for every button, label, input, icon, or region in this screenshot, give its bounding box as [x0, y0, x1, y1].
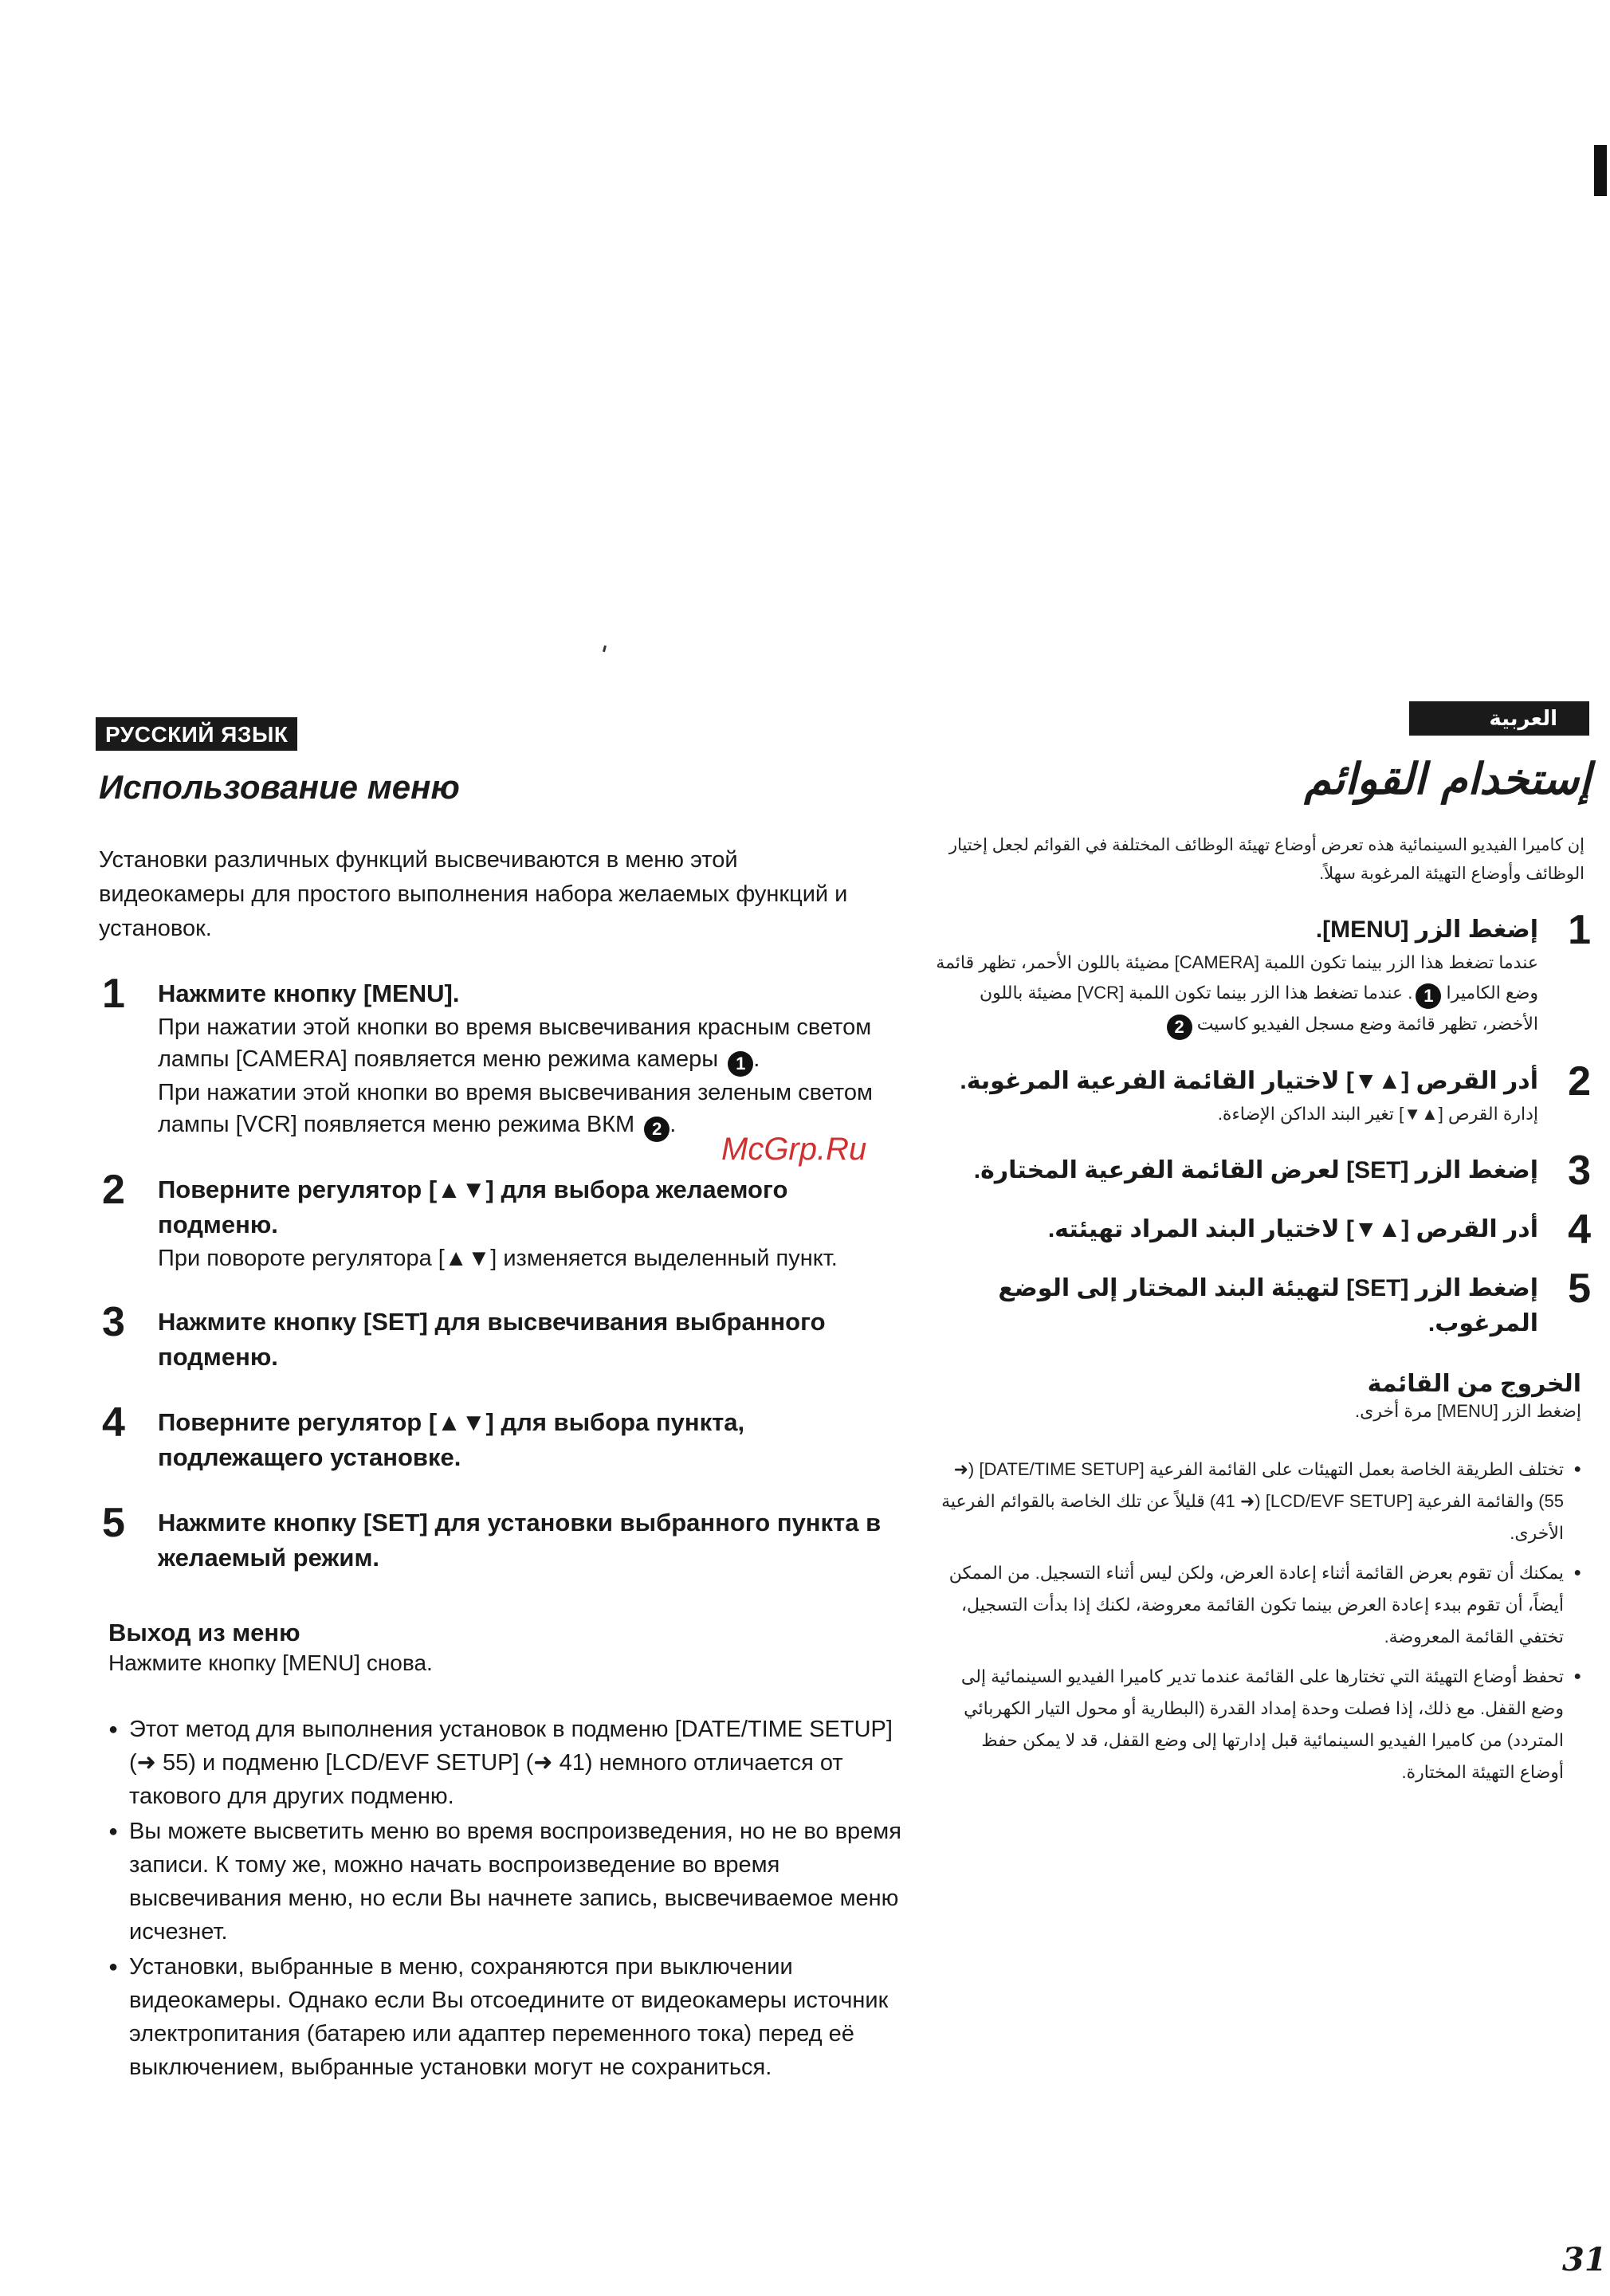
step-number: 3 — [102, 1299, 125, 1345]
step-heading: Нажмите кнопку [SET] для установки выбранного пункта в желаемый режим. — [158, 1509, 882, 1572]
page-number: 31 — [1562, 2241, 1607, 2278]
step-heading: Нажмите кнопку [SET] для высвечивания выбранного подменю. — [158, 1308, 826, 1371]
step-4-russian — [96, 1399, 893, 1475]
step-1-arabic — [933, 907, 1594, 1040]
note-item: ● Этот метод для выполнения установок в подменю [DATE/TIME SETUP] (➜ 55) и подменю [LCD/EVF SETUP] (➜ 41) немного отличается от такового для других подменю. — [108, 1713, 905, 1813]
page-title-arabic: إستخدام القوائم — [1304, 753, 1591, 804]
stray-mark — [603, 646, 607, 653]
step-3-russian — [96, 1299, 893, 1375]
step-4-arabic — [933, 1207, 1594, 1253]
step-heading: Поверните регулятор [▲▼] для выбора пункта, подлежащего установке. — [158, 1408, 745, 1471]
step-5-arabic — [933, 1266, 1594, 1341]
step-2-arabic — [933, 1058, 1594, 1129]
exit-menu-heading-arabic: الخروج من القائمة — [1367, 1371, 1581, 1397]
step-heading: إضغط الزر [MENU]. — [1315, 916, 1538, 943]
edge-index-mark — [1594, 145, 1607, 196]
page-title-russian: Использование меню — [99, 768, 460, 806]
step-number: 4 — [1568, 1207, 1591, 1253]
step-heading: أدر القرص [▲▼] لاختيار البند المراد تهيئته. — [1047, 1216, 1538, 1242]
marker-1-icon: 1 — [728, 1051, 753, 1077]
step-2-russian — [96, 1167, 893, 1274]
step-description-vcr: عندما تضغط هذا الزر بينما تكون اللمبة [VCR] مضيئة باللون الأخضر، تظهر قائمة وضع مسجل الفيديو كاسيت — [980, 983, 1538, 1034]
step-number: 1 — [102, 971, 125, 1017]
note-item: ● Установки, выбранные в меню, сохраняются при выключении видеокамеры. Однако если Вы отсоедините от видеокамеры источник электропитания (батарею или адаптер переменного тока) перед её выключением, выбранные установки могут не сохраниться. — [108, 1950, 905, 2084]
step-heading: إضغط الزر [SET] لعرض القائمة الفرعية المختارة. — [973, 1157, 1538, 1183]
step-heading: Нажмите кнопку [MENU]. — [158, 979, 460, 1007]
intro-paragraph-arabic: إن كاميرا الفيديو السينمائية هذه تعرض أوضاع تهيئة الوظائف المختلفة في القوائم لجعل إختيار الوظائف وأوضاع التهيئة المرغوبة سهلاً. — [948, 836, 1584, 883]
notes-list-arabic — [933, 1454, 1581, 1788]
step-description-vcr: При нажатии этой кнопки во время высвечивания зеленым светом лампы [VCR] появляется меню режима ВКМ — [158, 1080, 873, 1137]
arabic-column — [933, 701, 1594, 1796]
exit-menu-text-russian: Нажмите кнопку [MENU] снова. — [108, 1650, 433, 1675]
step-description-camera: При нажатии этой кнопки во время высвечивания красным светом лампы [CAMERA] появляется меню режима камеры — [158, 1015, 872, 1072]
step-1-russian — [96, 971, 893, 1142]
step-number: 2 — [102, 1167, 125, 1213]
intro-paragraph-russian: Установки различных функций высвечиваются в меню этой видеокамеры для простого выполнения набора желаемых функций и установок. — [99, 847, 848, 941]
step-number: 2 — [1568, 1058, 1591, 1105]
step-number: 5 — [1568, 1266, 1591, 1312]
step-description: إدارة القرص [▲▼] تغير البند الداكن الإضاءة. — [1217, 1104, 1538, 1124]
language-tag-arabic: العربية — [1409, 701, 1589, 736]
step-description: При нажатии этой кнопки во время высвечивания красным светом лампы [CAMERA] появляется меню режима камеры 1 . При нажатии этой кнопки во время высвечивания зеленым светом лампы [VCR] появляется меню режима ВКМ 2 . — [158, 1011, 893, 1142]
russian-column — [96, 717, 901, 2086]
step-number: 1 — [1568, 907, 1591, 953]
marker-2-icon: 2 — [1167, 1015, 1192, 1040]
step-3-arabic — [933, 1148, 1594, 1194]
notes-list-russian — [108, 1713, 905, 2084]
step-5-russian — [96, 1500, 893, 1576]
note-item: ● Вы можете высветить меню во время воспроизведения, но не во время записи. К тому же, можно начать воспроизведение во время высвечивания меню, но если Вы начнете запись, высвечиваемое меню исчезнет. — [108, 1815, 905, 1949]
exit-menu-heading-russian: Выход из меню — [108, 1619, 300, 1646]
step-description: عندما تضغط هذا الزر بينما تكون اللمبة [CAMERA] مضيئة باللون الأحمر، تظهر قائمة وضع الكاميرا 1. عندما تضغط هذا الزر بينما تكون اللمبة [VCR] مضيئة باللون الأخضر، تظهر قائمة وضع مسجل الفيديو كاسيت 2 — [933, 948, 1538, 1040]
exit-menu-text-arabic: إضغط الزر [MENU] مرة أخرى. — [1355, 1401, 1581, 1421]
step-description: При повороте регулятора [▲▼] изменяется выделенный пункт. — [158, 1246, 838, 1271]
marker-1-icon: 1 — [1416, 983, 1441, 1009]
step-number: 4 — [102, 1399, 125, 1446]
note-item: ● تحفظ أوضاع التهيئة التي تختارها على القائمة عندما تدير كاميرا الفيديو السينمائية إلى وضع القفل. مع ذلك، إذا فصلت وحدة إمداد القدرة (البطارية أو محول التيار الكهربائي المتردد) من كاميرا الفيديو السينمائية قبل إدارتها إلى وضع القفل، قد لا يمكن حفظ أوضاع التهيئة المختارة. — [933, 1661, 1581, 1788]
step-heading: إضغط الزر [SET] لتهيئة البند المختار إلى الوضع المرغوب. — [998, 1275, 1538, 1336]
language-tag-russian: РУССКИЙ ЯЗЫК — [96, 717, 297, 751]
marker-2-icon: 2 — [644, 1117, 670, 1142]
step-description-camera: عندما تضغط هذا الزر بينما تكون اللمبة [CAMERA] مضيئة باللون الأحمر، تظهر قائمة وضع الكاميرا — [936, 952, 1538, 1003]
note-item: ● يمكنك أن تقوم بعرض القائمة أثناء إعادة العرض، ولكن ليس أثناء التسجيل. من الممكن أيضاً، أن تقوم ببدء إعادة العرض بينما تكون القائمة معروضة، لكنك إذا بدأت التسجيل، تختفي القائمة المعروضة. — [933, 1557, 1581, 1653]
watermark: McGrp.Ru — [721, 1132, 867, 1167]
step-number: 5 — [102, 1500, 125, 1546]
note-item: ● تختلف الطريقة الخاصة بعمل التهيئات على القائمة الفرعية [DATE/TIME SETUP] (➜ 55) والقائمة الفرعية [LCD/EVF SETUP] (➜ 41) قليلاً عن تلك الخاصة بالقوائم الفرعية الأخرى. — [933, 1454, 1581, 1549]
step-number: 3 — [1568, 1148, 1591, 1194]
step-heading: أدر القرص [▲▼] لاختيار القائمة الفرعية المرغوبة. — [960, 1068, 1538, 1094]
step-heading: Поверните регулятор [▲▼] для выбора желаемого подменю. — [158, 1175, 788, 1238]
